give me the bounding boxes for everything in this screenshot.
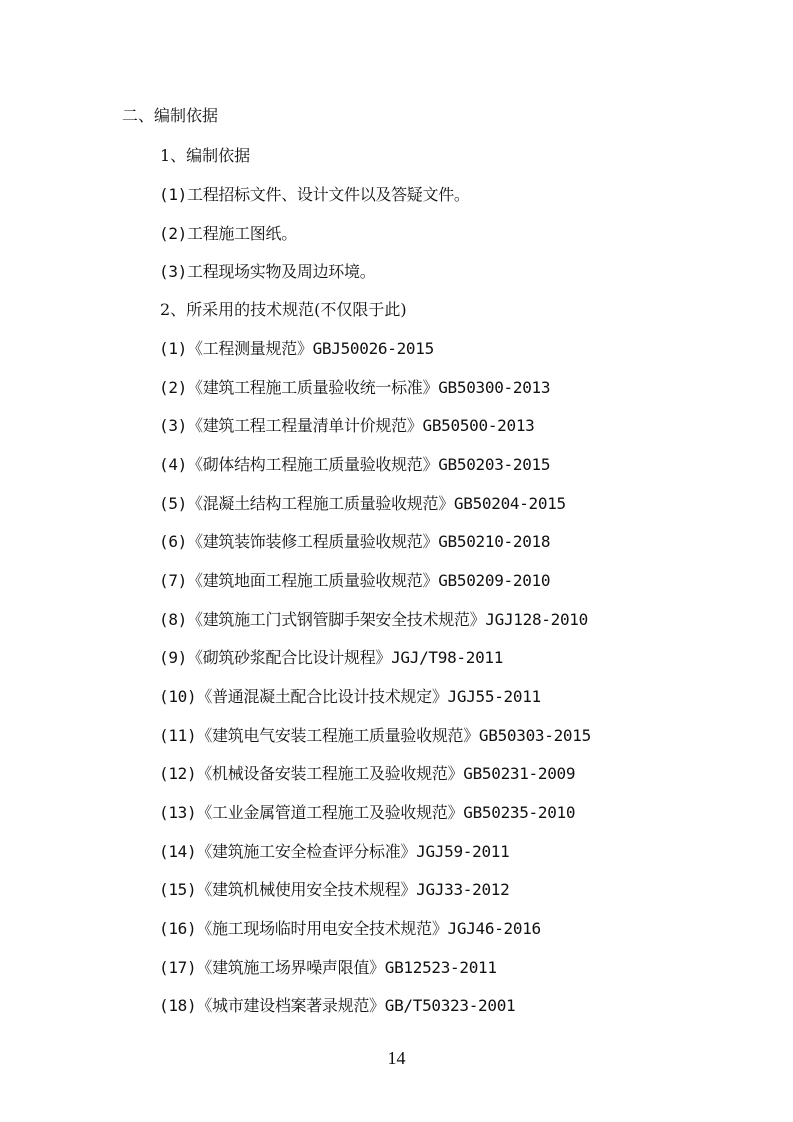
standard-item: (15)《建筑机械使用安全技术规程》JGJ33-2012 (159, 880, 510, 899)
standard-item: (10)《普通混凝土配合比设计技术规定》JGJ55-2011 (159, 687, 541, 706)
standard-item: (12)《机械设备安装工程施工及验收规范》GB50231-2009 (159, 764, 576, 783)
standard-item: (6)《建筑装饰装修工程质量验收规范》GB50210-2018 (159, 532, 551, 551)
page-number: 14 (387, 1048, 406, 1068)
standards-heading: 2、所采用的技术规范(不仅限于此) (160, 300, 407, 319)
standard-item: (11)《建筑电气安装工程施工质量验收规范》GB50303-2015 (159, 726, 591, 745)
standard-item: (18)《城市建设档案著录规范》GB/T50323-2001 (159, 996, 516, 1015)
standard-item: (9)《砌筑砂浆配合比设计规程》JGJ/T98-2011 (159, 648, 504, 667)
standard-item: (16)《施工现场临时用电安全技术规范》JGJ46-2016 (159, 919, 541, 938)
standard-item: (3)《建筑工程工程量清单计价规范》GB50500-2013 (159, 416, 535, 435)
standard-item: (8)《建筑施工门式钢管脚手架安全技术规范》JGJ128-2010 (159, 610, 588, 629)
basis-item: (3)工程现场实物及周边环境。 (159, 262, 376, 281)
basis-item: (2)工程施工图纸。 (159, 224, 297, 243)
basis-item: (1)工程招标文件、设计文件以及答疑文件。 (159, 185, 470, 204)
standard-item: (2)《建筑工程施工质量验收统一标准》GB50300-2013 (159, 378, 551, 397)
standard-item: (7)《建筑地面工程施工质量验收规范》GB50209-2010 (159, 571, 551, 590)
standard-item: (17)《建筑施工场界噪声限值》GB12523-2011 (159, 958, 497, 977)
standard-item: (13)《工业金属管道工程施工及验收规范》GB50235-2010 (159, 803, 576, 822)
basis-heading: 1、编制依据 (160, 146, 251, 165)
section-title: 二、编制依据 (122, 106, 219, 125)
standard-item: (5)《混凝土结构工程施工质量验收规范》GB50204-2015 (159, 494, 566, 513)
standard-item: (1)《工程测量规范》GBJ50026-2015 (159, 339, 434, 358)
standard-item: (4)《砌体结构工程施工质量验收规范》GB50203-2015 (159, 455, 551, 474)
standard-item: (14)《建筑施工安全检查评分标准》JGJ59-2011 (159, 842, 510, 861)
